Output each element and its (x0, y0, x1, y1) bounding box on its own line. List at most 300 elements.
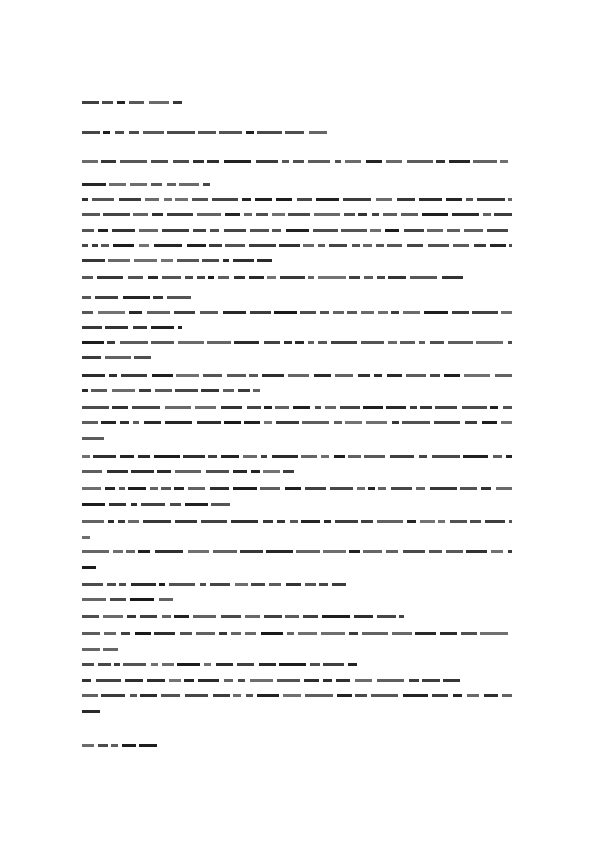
illegible-word (376, 198, 392, 201)
illegible-word (419, 341, 425, 344)
illegible-word (276, 198, 292, 201)
illegible-word (255, 198, 272, 201)
illegible-word (82, 648, 100, 651)
illegible-word (93, 455, 116, 458)
illegible-word (443, 679, 460, 682)
illegible-word (82, 455, 90, 458)
illegible-word (120, 421, 129, 424)
illegible-word (259, 663, 276, 666)
illegible-word (318, 244, 325, 247)
illegible-word (321, 632, 345, 635)
illegible-word (304, 679, 319, 682)
illegible-word (203, 183, 210, 186)
illegible-word (284, 341, 292, 344)
illegible-word (82, 583, 103, 586)
illegible-word (283, 470, 294, 473)
illegible-word (196, 632, 215, 635)
text-line (82, 198, 512, 201)
illegible-word (219, 632, 227, 635)
illegible-word (266, 550, 293, 553)
illegible-word (288, 213, 310, 216)
illegible-word (223, 259, 229, 262)
illegible-word (82, 101, 99, 104)
illegible-word (221, 615, 241, 618)
illegible-word (184, 679, 194, 682)
illegible-word (82, 244, 88, 247)
illegible-word (277, 679, 300, 682)
illegible-word (315, 406, 321, 409)
illegible-word (453, 244, 469, 247)
illegible-word (263, 470, 280, 473)
illegible-word (344, 213, 355, 216)
illegible-word (419, 455, 427, 458)
illegible-word (240, 550, 263, 553)
text-line (82, 183, 210, 186)
illegible-word (377, 520, 403, 523)
illegible-word (161, 487, 171, 490)
illegible-word (301, 520, 320, 523)
illegible-word (82, 341, 104, 344)
illegible-word (152, 374, 173, 377)
illegible-word (221, 406, 242, 409)
illegible-word (416, 487, 425, 490)
illegible-word (82, 421, 98, 424)
illegible-word (233, 470, 247, 473)
illegible-word (495, 374, 512, 377)
illegible-word (485, 520, 505, 523)
text-line (82, 503, 230, 506)
illegible-word (302, 421, 329, 424)
illegible-word (143, 520, 171, 523)
illegible-word (309, 131, 327, 134)
illegible-word (82, 213, 100, 216)
illegible-word (120, 455, 134, 458)
illegible-word (477, 198, 505, 201)
illegible-word (123, 296, 150, 299)
illegible-word (139, 229, 158, 232)
illegible-word (138, 455, 150, 458)
illegible-word (461, 632, 477, 635)
illegible-word (231, 632, 241, 635)
illegible-word (210, 229, 219, 232)
illegible-word (376, 244, 384, 247)
illegible-word (263, 520, 273, 523)
illegible-word (175, 389, 198, 392)
illegible-word (322, 615, 350, 618)
illegible-word (249, 276, 264, 279)
illegible-word (131, 583, 156, 586)
illegible-word (474, 244, 486, 247)
illegible-word (392, 632, 412, 635)
illegible-word (473, 160, 497, 163)
illegible-word (253, 389, 260, 392)
illegible-word (313, 229, 338, 232)
illegible-word (280, 276, 305, 279)
illegible-word (149, 101, 169, 104)
illegible-word (432, 455, 460, 458)
illegible-word (378, 311, 388, 314)
illegible-word (388, 276, 406, 279)
illegible-word (173, 101, 182, 104)
illegible-word (134, 259, 157, 262)
illegible-word (274, 311, 297, 314)
illegible-word (97, 276, 123, 279)
illegible-word (249, 244, 276, 247)
illegible-word (164, 198, 172, 201)
illegible-word (174, 615, 189, 618)
text-line (82, 437, 104, 440)
illegible-word (288, 374, 309, 377)
illegible-word (188, 550, 209, 553)
illegible-word (112, 389, 135, 392)
illegible-word (246, 694, 253, 697)
illegible-word (391, 311, 399, 314)
illegible-word (167, 213, 193, 216)
illegible-word (487, 229, 508, 232)
illegible-word (82, 615, 99, 618)
illegible-word (162, 663, 174, 666)
illegible-word (118, 520, 125, 523)
illegible-word (246, 131, 254, 134)
illegible-word (430, 341, 444, 344)
illegible-word (151, 183, 162, 186)
illegible-word (238, 679, 245, 682)
illegible-word (242, 198, 251, 201)
illegible-word (183, 455, 205, 458)
illegible-word (159, 598, 173, 601)
illegible-word (95, 296, 118, 299)
illegible-word (355, 694, 367, 697)
illegible-word (152, 213, 163, 216)
illegible-word (82, 198, 88, 201)
illegible-word (178, 326, 182, 329)
illegible-word (211, 503, 230, 506)
illegible-word (111, 744, 118, 747)
illegible-word (410, 406, 417, 409)
illegible-word (235, 583, 248, 586)
text-line (82, 487, 512, 490)
illegible-word (132, 406, 160, 409)
illegible-word (491, 550, 503, 553)
illegible-word (300, 311, 316, 314)
illegible-word (438, 520, 445, 523)
illegible-word (272, 213, 285, 216)
illegible-word (297, 198, 312, 201)
illegible-word (82, 536, 90, 539)
illegible-word (117, 101, 125, 104)
illegible-word (332, 583, 346, 586)
text-line (82, 615, 404, 618)
illegible-word (404, 229, 424, 232)
illegible-word (331, 341, 357, 344)
illegible-word (377, 276, 385, 279)
illegible-word (82, 520, 104, 523)
illegible-word (82, 744, 94, 747)
illegible-word (466, 550, 487, 553)
illegible-word (310, 663, 320, 666)
illegible-word (101, 160, 116, 163)
illegible-word (119, 583, 126, 586)
illegible-word (151, 341, 174, 344)
illegible-word (436, 160, 445, 163)
illegible-word (176, 374, 199, 377)
illegible-word (355, 679, 372, 682)
illegible-word (244, 213, 252, 216)
illegible-word (285, 615, 299, 618)
illegible-word (128, 276, 143, 279)
illegible-word (290, 520, 298, 523)
illegible-word (115, 131, 124, 134)
illegible-word (244, 421, 260, 424)
illegible-word (500, 160, 508, 163)
illegible-word (141, 503, 165, 506)
text-line (82, 389, 262, 392)
illegible-word (133, 421, 139, 424)
illegible-word (470, 520, 481, 523)
text-line (82, 296, 197, 299)
illegible-word (212, 198, 238, 201)
illegible-word (113, 550, 123, 553)
illegible-word (207, 341, 231, 344)
text-line (82, 311, 512, 314)
illegible-word (133, 213, 148, 216)
illegible-word (82, 229, 94, 232)
illegible-word (335, 520, 358, 523)
illegible-word (245, 615, 260, 618)
illegible-word (318, 276, 346, 279)
illegible-word (462, 406, 487, 409)
illegible-word (96, 679, 121, 682)
illegible-word (349, 550, 360, 553)
illegible-word (135, 632, 151, 635)
illegible-word (428, 244, 449, 247)
text-line (82, 276, 467, 279)
illegible-word (165, 421, 192, 424)
illegible-word (334, 455, 345, 458)
illegible-word (82, 389, 88, 392)
illegible-word (187, 244, 206, 247)
text-line (82, 566, 96, 569)
illegible-word (121, 632, 130, 635)
illegible-word (82, 259, 105, 262)
illegible-word (151, 160, 168, 163)
illegible-word (108, 520, 114, 523)
illegible-word (277, 520, 285, 523)
illegible-word (119, 487, 125, 490)
illegible-word (250, 311, 271, 314)
illegible-word (151, 326, 174, 329)
illegible-word (330, 487, 353, 490)
illegible-word (202, 259, 219, 262)
illegible-word (105, 326, 128, 329)
illegible-word (286, 583, 301, 586)
illegible-word (151, 663, 158, 666)
illegible-word (357, 487, 365, 490)
illegible-word (128, 520, 139, 523)
illegible-word (122, 744, 136, 747)
illegible-word (144, 421, 161, 424)
illegible-word (301, 455, 317, 458)
illegible-word (363, 550, 382, 553)
illegible-word (370, 229, 381, 232)
illegible-word (197, 213, 221, 216)
illegible-word (224, 421, 241, 424)
illegible-word (334, 421, 342, 424)
illegible-word (170, 503, 181, 506)
illegible-word (200, 583, 206, 586)
illegible-word (391, 487, 412, 490)
illegible-word (435, 406, 457, 409)
illegible-word (388, 341, 397, 344)
illegible-word (377, 679, 404, 682)
illegible-word (218, 276, 229, 279)
document-footer-line (82, 744, 162, 747)
illegible-word (103, 648, 118, 651)
illegible-word (432, 694, 448, 697)
illegible-word (361, 520, 373, 523)
illegible-word (403, 311, 420, 314)
illegible-word (193, 160, 204, 163)
illegible-word (157, 470, 171, 473)
illegible-word (105, 487, 115, 490)
illegible-word (363, 406, 383, 409)
illegible-word (335, 160, 341, 163)
illegible-word (325, 406, 336, 409)
illegible-word (465, 421, 477, 424)
illegible-word (98, 744, 108, 747)
illegible-word (444, 374, 460, 377)
illegible-word (323, 663, 344, 666)
illegible-word (198, 679, 219, 682)
illegible-word (506, 455, 512, 458)
illegible-word (91, 389, 107, 392)
illegible-word (225, 213, 240, 216)
illegible-word (210, 583, 230, 586)
illegible-word (308, 276, 314, 279)
illegible-word (167, 183, 176, 186)
illegible-word (401, 213, 418, 216)
illegible-word (219, 131, 242, 134)
illegible-word (82, 632, 100, 635)
illegible-word (424, 311, 448, 314)
illegible-word (155, 389, 172, 392)
illegible-word (131, 470, 154, 473)
illegible-word (82, 311, 93, 314)
illegible-word (415, 632, 436, 635)
illegible-word (221, 455, 239, 458)
illegible-word (82, 598, 106, 601)
illegible-word (150, 487, 158, 490)
illegible-word (363, 244, 372, 247)
illegible-word (103, 131, 110, 134)
illegible-word (195, 406, 216, 409)
illegible-word (120, 160, 147, 163)
illegible-word (82, 356, 101, 359)
illegible-word (223, 311, 246, 314)
illegible-word (407, 244, 423, 247)
illegible-word (403, 550, 425, 553)
illegible-word (264, 341, 280, 344)
illegible-word (314, 213, 340, 216)
illegible-word (361, 311, 374, 314)
illegible-word (126, 550, 135, 553)
illegible-word (175, 520, 197, 523)
illegible-word (447, 229, 460, 232)
illegible-word (185, 276, 193, 279)
illegible-word (362, 632, 388, 635)
illegible-word (494, 213, 512, 216)
illegible-word (154, 632, 175, 635)
document-heading-line (82, 101, 182, 104)
illegible-word (203, 374, 222, 377)
illegible-word (162, 276, 181, 279)
illegible-word (449, 160, 470, 163)
illegible-word (82, 131, 100, 134)
text-line (82, 421, 512, 424)
illegible-word (162, 615, 171, 618)
illegible-word (490, 244, 506, 247)
illegible-word (92, 244, 98, 247)
illegible-word (275, 406, 289, 409)
illegible-word (410, 276, 437, 279)
illegible-word (293, 406, 310, 409)
illegible-word (316, 198, 339, 201)
illegible-word (276, 421, 299, 424)
illegible-word (256, 213, 268, 216)
illegible-word (453, 694, 462, 697)
illegible-word (234, 276, 245, 279)
text-line (82, 632, 512, 635)
illegible-word (285, 131, 304, 134)
illegible-word (430, 374, 440, 377)
illegible-word (446, 198, 462, 201)
illegible-word (420, 406, 432, 409)
illegible-word (341, 229, 367, 232)
illegible-word (247, 406, 261, 409)
illegible-word (371, 694, 398, 697)
illegible-word (127, 615, 136, 618)
illegible-word (308, 341, 314, 344)
illegible-word (145, 198, 159, 201)
illegible-word (82, 566, 96, 569)
illegible-word (427, 229, 443, 232)
illegible-word (482, 421, 497, 424)
illegible-word (392, 421, 399, 424)
illegible-word (209, 244, 222, 247)
illegible-word (402, 421, 430, 424)
illegible-word (256, 160, 278, 163)
illegible-word (107, 470, 128, 473)
illegible-word (269, 583, 281, 586)
illegible-word (143, 131, 164, 134)
illegible-word (295, 341, 304, 344)
illegible-word (305, 694, 333, 697)
illegible-word (125, 679, 143, 682)
illegible-word (305, 583, 316, 586)
illegible-word (407, 520, 416, 523)
illegible-word (224, 679, 233, 682)
illegible-word (123, 663, 146, 666)
illegible-word (174, 487, 184, 490)
illegible-word (175, 470, 201, 473)
illegible-word (279, 244, 300, 247)
illegible-word (82, 296, 91, 299)
illegible-word (173, 160, 189, 163)
text-line (82, 583, 346, 586)
illegible-word (303, 615, 318, 618)
illegible-word (422, 679, 440, 682)
illegible-word (82, 437, 104, 440)
